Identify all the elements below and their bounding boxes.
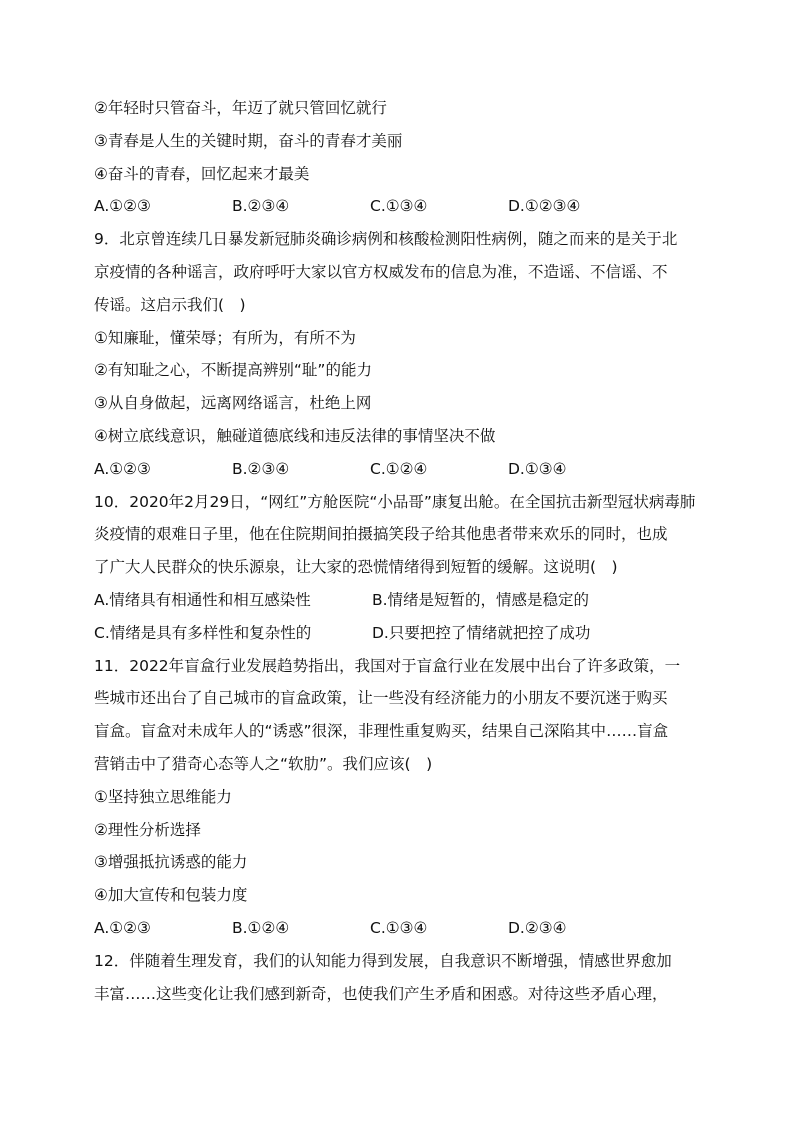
statement: ①坚持独立思维能力 — [94, 787, 232, 806]
question-stem: 些城市还出台了自己城市的盲盒政策，让一些没有经济能力的小朋友不要沉迷于购买 — [94, 689, 668, 708]
answer-options — [94, 912, 704, 945]
page-content — [94, 92, 704, 1010]
question-12 — [94, 945, 704, 1011]
option-c: C.①②④ — [370, 459, 428, 478]
statement: ④树立底线意识，触碰道德底线和违反法律的事情坚决不做 — [94, 426, 496, 445]
question-stem: 丰富……这些变化让我们感到新奇，也使我们产生矛盾和困惑。对待这些矛盾心理， — [94, 984, 668, 1003]
question-stem: 10．2020年2月29日，“网红”方舱医院“小品哥”康复出舱。在全国抗击新型冠状病毒肺 — [94, 492, 696, 511]
question-stem: 传谣。这启示我们( ) — [94, 295, 246, 314]
question-stem: 盲盒。盲盒对未成年人的“诱惑”很深，非理性重复购买，结果自己深陷其中……盲盒 — [94, 722, 669, 741]
option-d: D.①③④ — [508, 459, 567, 478]
statement: ④加大宣传和包装力度 — [94, 886, 248, 905]
option-a: A.情绪具有相通性和相互感染性 — [94, 590, 311, 609]
statement: ③从自身做起，远离网络谣言，杜绝上网 — [94, 394, 372, 413]
option-b: B.情绪是短暂的，情感是稳定的 — [372, 590, 590, 609]
question-10 — [94, 486, 704, 650]
option-c: C.情绪是具有多样性和复杂性的 — [94, 623, 312, 642]
question-8-tail — [94, 92, 704, 223]
answer-options — [94, 190, 704, 223]
option-a: A.①②③ — [94, 459, 151, 478]
question-stem: 京疫情的各种谣言，政府呼吁大家以官方权威发布的信息为准，不造谣、不信谣、不 — [94, 262, 668, 281]
statement: ②年轻时只管奋斗，年迈了就只管回忆就行 — [94, 99, 387, 117]
option-b: B.①②④ — [232, 918, 290, 937]
question-stem: 营销击中了猎奇心态等人之“软肋”。我们应该( ) — [94, 754, 433, 773]
answer-options — [94, 617, 704, 650]
question-stem: 9．北京曾连续几日暴发新冠肺炎确诊病例和核酸检测阳性病例，随之而来的是关于北 — [94, 230, 678, 249]
statement: ①知廉耻，懂荣辱；有所为，有所不为 — [94, 328, 356, 347]
question-stem: 了广大人民群众的快乐源泉，让大家的恐慌情绪得到短暂的缓解。这说明( ) — [94, 558, 618, 577]
statement: ②有知耻之心，不断提高辨别“耻”的能力 — [94, 361, 372, 380]
statement: ③增强抵抗诱惑的能力 — [94, 853, 248, 872]
option-c: C.①③④ — [370, 918, 428, 937]
option-a: A.①②③ — [94, 197, 151, 216]
answer-options — [94, 453, 704, 486]
question-stem: 11．2022年盲盒行业发展趋势指出，我国对于盲盒行业在发展中出台了许多政策，一 — [94, 656, 681, 675]
question-9 — [94, 223, 704, 485]
statement: ④奋斗的青春，回忆起来才最美 — [94, 164, 310, 183]
option-d: D.只要把控了情绪就把控了成功 — [372, 623, 591, 642]
question-stem: 12．伴随着生理发育，我们的认知能力得到发展，自我意识不断增强，情感世界愈加 — [94, 951, 672, 970]
statement: ③青春是人生的关键时期，奋斗的青春才美丽 — [94, 131, 403, 150]
question-stem: 炎疫情的艰难日子里，他在住院期间拍摄搞笑段子给其他患者带来欢乐的同时，也成 — [94, 525, 668, 544]
option-d: D.②③④ — [508, 918, 567, 937]
option-c: C.①③④ — [370, 197, 428, 216]
question-11 — [94, 650, 704, 945]
option-a: A.①②③ — [94, 918, 151, 937]
answer-options — [94, 584, 704, 617]
option-d: D.①②③④ — [508, 197, 581, 216]
option-b: B.②③④ — [232, 197, 290, 216]
option-b: B.②③④ — [232, 459, 290, 478]
statement: ②理性分析选择 — [94, 820, 201, 839]
